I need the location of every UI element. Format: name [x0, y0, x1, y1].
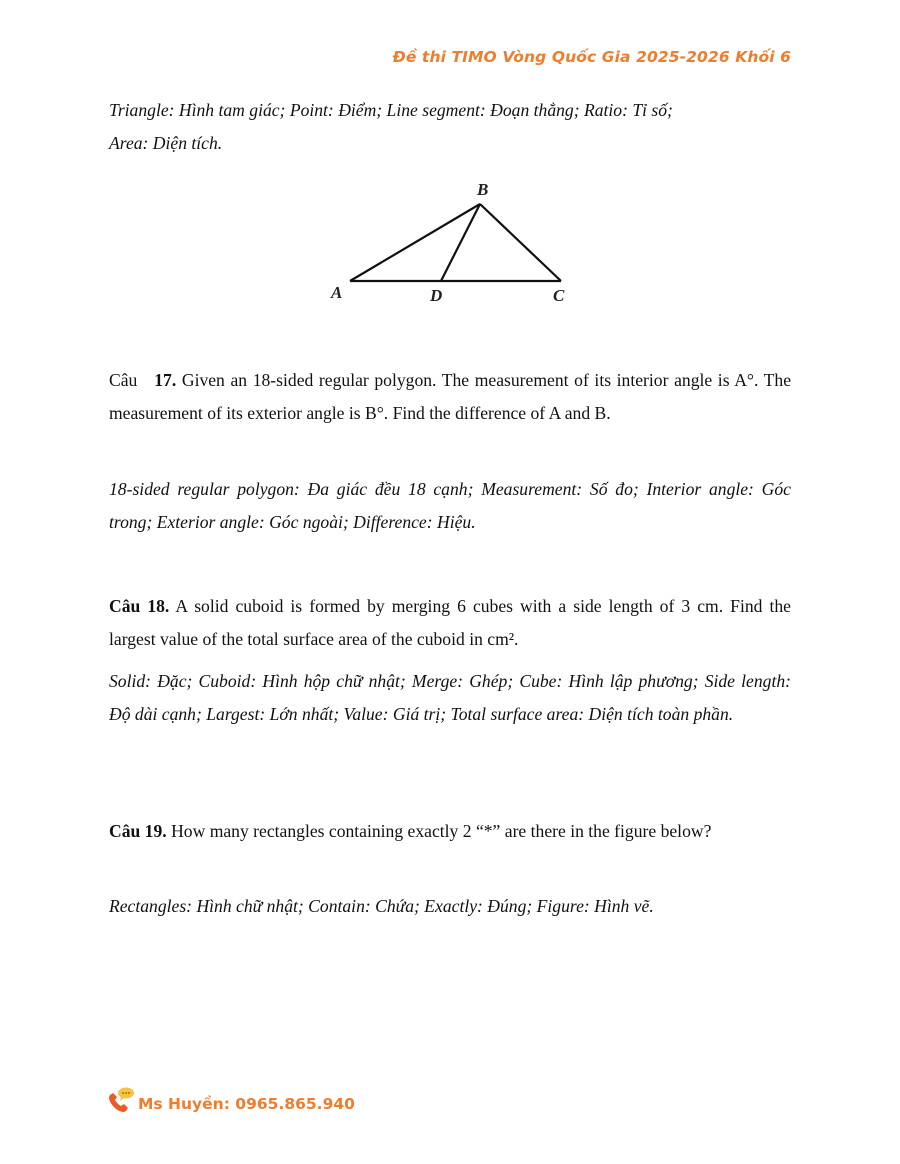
footer-contact: [106, 1086, 355, 1114]
question-18-glossary: Solid: Đặc; Cuboid: Hình hộp chữ nhật; Merge: Ghép; Cube: Hình lập phương; Side length: Độ dài cạnh; Largest: Lớn nhất; Value: Giá trị; Total surface area: Diện tích toàn phần.: [109, 671, 791, 724]
question-19-glossary: Rectangles: Hình chữ nhật; Contain: Chứa; Exactly: Đúng; Figure: Hình vẽ.: [109, 896, 654, 916]
triangle-diagram: [320, 172, 590, 312]
question-17-text: Given an 18-sided regular polygon. The measurement of its interior angle is A°. The measurement of its exterior angle is B°. Find the difference of A and B.: [109, 370, 791, 423]
question-17: [109, 364, 791, 429]
glossary-line-2: Area: Diện tích.: [109, 132, 223, 153]
segment-bc: [480, 204, 561, 281]
point-label-c: C: [553, 286, 565, 305]
question-19-label: Câu 19.: [109, 821, 167, 841]
question-17-glossary: 18-sided regular polygon: Đa giác đều 18 cạnh; Measurement: Số đo; Interior angle: Góc trong; Exterior angle: Góc ngoài; Difference: Hiệu.: [109, 479, 791, 532]
triangle-figure: [320, 172, 590, 312]
phone-chat-icon: [106, 1086, 136, 1114]
question-18-label: Câu 18.: [109, 596, 170, 616]
glossary-triangle: [109, 94, 791, 159]
point-label-d: D: [430, 286, 443, 305]
question-18: [109, 590, 791, 655]
question-17-label: Câu: [109, 370, 138, 390]
question-19-text: How many rectangles containing exactly 2 “*” are there in the figure below?: [166, 821, 712, 841]
glossary-line-1: Triangle: Hình tam giác; Point: Điểm; Line segment: Đoạn thẳng; Ratio: Tỉ số;: [109, 100, 673, 120]
question-19: [109, 815, 791, 848]
page-header-title: Đề thi TIMO Vòng Quốc Gia 2025-2026 Khối 6: [392, 48, 791, 66]
point-label-b: B: [477, 180, 489, 199]
point-label-a: A: [331, 283, 343, 302]
question-17-number: 17.: [154, 370, 177, 390]
footer-contact-text: Ms Huyền: 0965.865.940: [138, 1095, 355, 1113]
question-18-text: A solid cuboid is formed by merging 6 cubes with a side length of 3 cm. Find the largest value of the total surface area of the cuboid in cm².: [109, 596, 791, 649]
